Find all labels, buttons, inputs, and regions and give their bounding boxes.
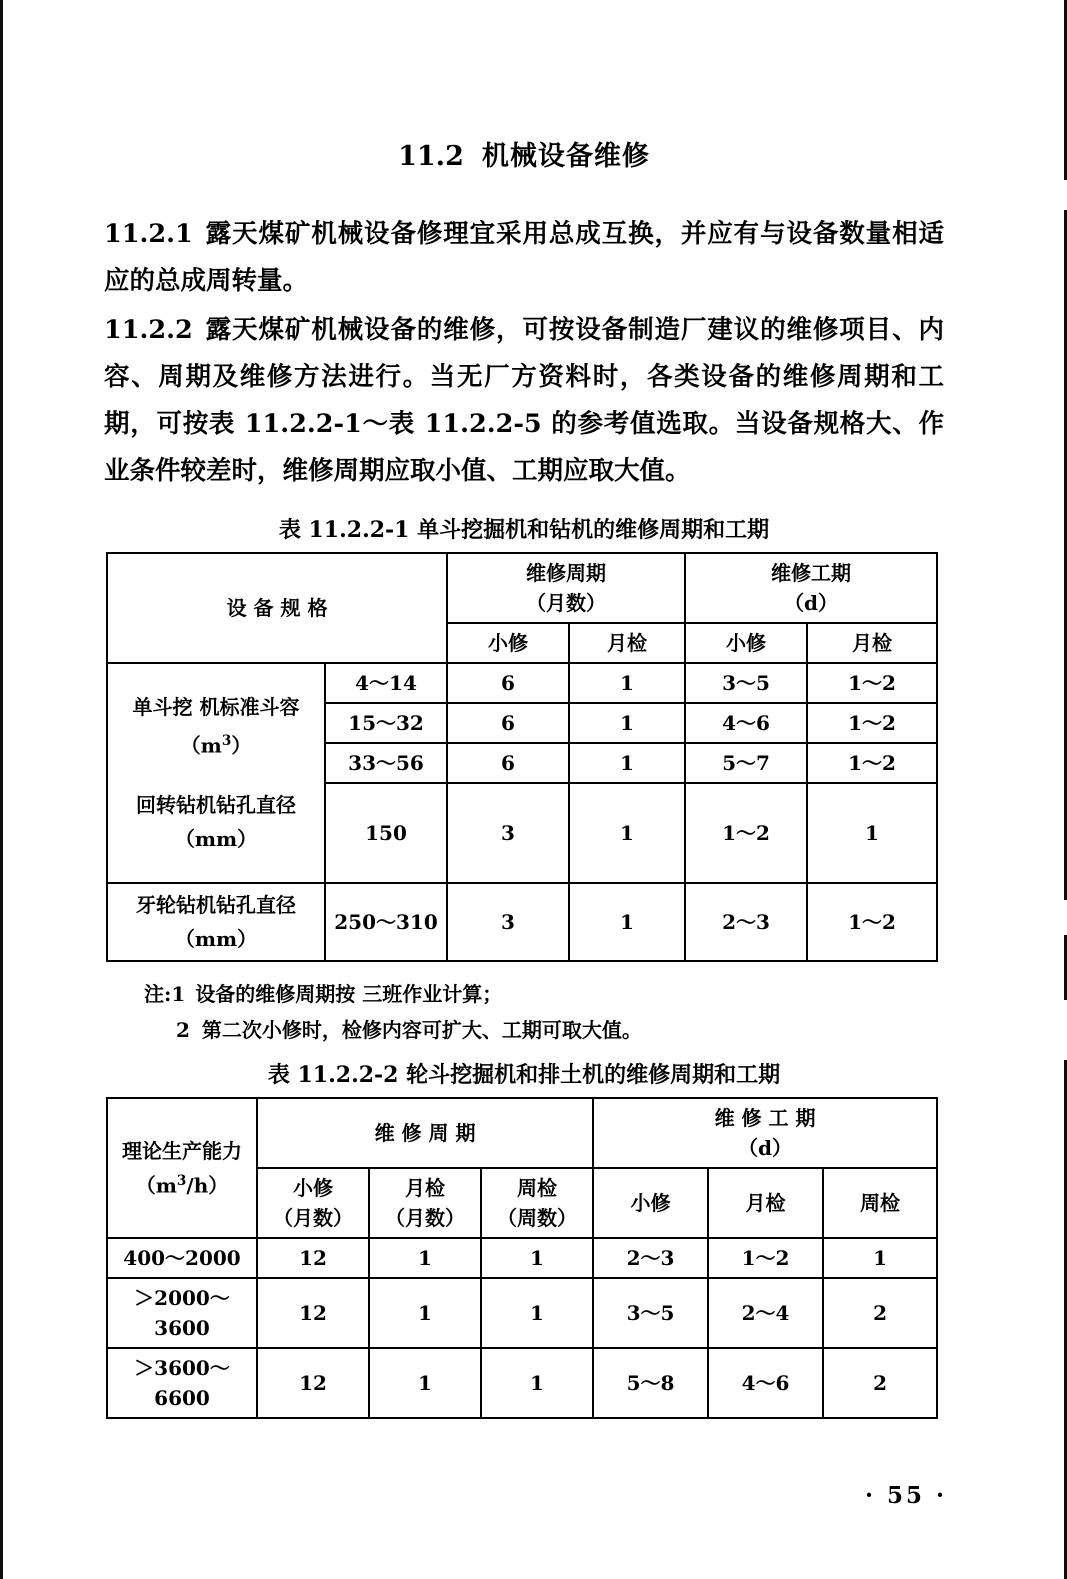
note-index-2: 2 — [176, 1018, 190, 1042]
cell-duration-minor: 1～2 — [685, 783, 807, 883]
cell-cycle-minor: 3 — [447, 783, 569, 883]
cell-duration-minor: 5～7 — [685, 743, 807, 783]
header-cycle-group: 维 修 周 期 — [257, 1098, 593, 1168]
cell-spec: 15～32 — [325, 703, 447, 743]
cell-duration-minor: 2～3 — [593, 1238, 708, 1278]
group-label-unit: $(m^3)$ — [180, 732, 252, 758]
header-duration-group — [685, 553, 937, 623]
cell-duration-monthly: 1～2 — [807, 663, 937, 703]
group-label-unit: （mm） — [174, 927, 258, 951]
header-cycle-group-title: 维修周期 — [526, 561, 607, 585]
cell-duration-weekly: 1 — [823, 1238, 937, 1278]
clause-text: 露天煤矿机械设备修理宜采用总成互换，并应有与设备数量相适应的总成周转量。 — [104, 219, 944, 296]
cell-duration-monthly: 1～2 — [807, 883, 937, 961]
table-row — [107, 1238, 937, 1278]
note-text-2: 第二次小修时，检修内容可扩大、工期可取大值。 — [201, 1018, 642, 1042]
cell-cycle-monthly: 1 — [569, 663, 685, 703]
clause-number: 11.2.1 — [104, 219, 193, 249]
table-row — [107, 1348, 937, 1418]
cell-cycle-monthly: 1 — [569, 783, 685, 883]
page-content — [104, 0, 944, 1419]
page-title — [104, 0, 944, 173]
cell-cycle-minor: 12 — [257, 1278, 369, 1348]
cell-cycle-monthly: 1 — [369, 1348, 481, 1418]
header-duration-group-title: 维修工期 — [771, 561, 852, 585]
cell-cycle-monthly: 1 — [569, 703, 685, 743]
note-text-1: 设备的维修周期按 三班作业计算； — [195, 982, 503, 1006]
cell-cycle-weekly: 1 — [481, 1238, 593, 1278]
header-cycle-weekly-unit: （周数） — [497, 1206, 577, 1230]
cell-duration-minor: 4～6 — [685, 703, 807, 743]
table-1-caption: 表 11.2.2-1 单斗挖掘机和钻机的维修周期和工期 — [278, 517, 770, 543]
header-duration-minor: 小修 — [685, 623, 807, 663]
cell-cycle-minor: 6 — [447, 663, 569, 703]
cell-spec: 150 — [325, 783, 447, 883]
header-duration-monthly: 月检 — [807, 623, 937, 663]
cell-spec: 250～310 — [325, 883, 447, 961]
cell-duration-minor: 3～5 — [593, 1278, 708, 1348]
header-duration-monthly: 月检 — [708, 1168, 823, 1238]
header-duration-minor: 小修 — [593, 1168, 708, 1238]
header-cycle-group — [447, 553, 685, 623]
clause-text: 露天煤矿机械设备的维修，可按设备制造厂建议的维修项目、内容、周期及维修方法进行。当无厂方资料时，各类设备的维修周期和工期，可按表 11.2.2-1～表 11.2.2-5 的参考值选取。当设备规格大、作业条件较差时，维修周期应取小值、工期应取大值。 — [104, 315, 944, 486]
cell-duration-weekly: 2 — [823, 1278, 937, 1348]
cell-capacity: ＞2000～3600 — [107, 1278, 257, 1348]
header-cycle-monthly-unit: （月数） — [385, 1206, 465, 1230]
cell-capacity: 400～2000 — [107, 1238, 257, 1278]
row-group-label-shovel-drill — [107, 663, 325, 883]
note-label: 注:1 — [144, 982, 186, 1006]
cell-cycle-monthly: 1 — [569, 883, 685, 961]
group-label-line1: 单斗挖 机标准斗容 — [132, 694, 300, 719]
cell-duration-minor: 5～8 — [593, 1348, 708, 1418]
cell-cycle-monthly: 1 — [369, 1238, 481, 1278]
cell-duration-minor: 3～5 — [685, 663, 807, 703]
header-capacity-unit: $(m^3/h)$ — [135, 1172, 229, 1198]
section-number: 11.2 — [398, 141, 464, 172]
page-number: · 55 · — [864, 1482, 947, 1509]
cell-cycle-minor: 6 — [447, 703, 569, 743]
cell-cycle-weekly: 1 — [481, 1278, 593, 1348]
table-row — [107, 663, 937, 703]
clause-11-2-1 — [104, 211, 944, 305]
header-capacity — [107, 1098, 257, 1238]
note-line-2 — [104, 1012, 944, 1048]
cell-duration-monthly: 4～6 — [708, 1348, 823, 1418]
cell-cycle-minor: 12 — [257, 1348, 369, 1418]
table-2-caption: 表 11.2.2-2 轮斗挖掘机和排土机的维修周期和工期 — [267, 1062, 781, 1088]
scan-edge-left — [0, 0, 3, 1579]
cell-cycle-weekly: 1 — [481, 1348, 593, 1418]
header-capacity-title: 理论生产能力 — [122, 1138, 242, 1163]
cell-capacity: ＞3600～6600 — [107, 1348, 257, 1418]
row-group-label-rotary-drill — [107, 883, 325, 961]
header-duration-weekly: 周检 — [823, 1168, 937, 1238]
table-row — [107, 1278, 937, 1348]
table-row-header-group — [107, 1098, 937, 1168]
group-label-line1: 牙轮钻机钻孔直径 — [136, 893, 296, 917]
group-label-unit2: （mm） — [174, 827, 258, 852]
table-1-notes — [104, 976, 944, 1048]
cell-duration-monthly: 1～2 — [708, 1238, 823, 1278]
cell-cycle-monthly: 1 — [569, 743, 685, 783]
cell-cycle-minor: 6 — [447, 743, 569, 783]
table-maintenance-shovel-drill — [106, 552, 938, 962]
header-cycle-monthly: 月检 — [569, 623, 685, 663]
cell-duration-monthly: 1 — [807, 783, 937, 883]
header-cycle-weekly — [481, 1168, 593, 1238]
cell-duration-monthly: 1～2 — [807, 743, 937, 783]
note-line-1 — [104, 976, 944, 1012]
cell-cycle-monthly: 1 — [369, 1278, 481, 1348]
header-duration-group-title: 维 修 工 期 — [714, 1106, 816, 1130]
cell-duration-monthly: 1～2 — [807, 703, 937, 743]
header-cycle-minor-title: 小修 — [293, 1176, 333, 1200]
cell-duration-minor: 2～3 — [685, 883, 807, 961]
header-cycle-monthly-title: 月检 — [405, 1176, 445, 1200]
header-duration-group-unit: （d） — [738, 1136, 793, 1160]
group-label-spacer — [110, 762, 322, 788]
table-row-header-group — [107, 553, 937, 623]
clause-number: 11.2.2 — [104, 315, 193, 345]
clause-11-2-2 — [104, 307, 944, 495]
section-title-text: 机械设备维修 — [481, 141, 650, 172]
header-cycle-minor — [257, 1168, 369, 1238]
cell-duration-monthly: 2～4 — [708, 1278, 823, 1348]
cell-spec: 4～14 — [325, 663, 447, 703]
header-duration-group-unit: （d） — [784, 591, 838, 615]
table-maintenance-bucketwheel-spreader — [106, 1097, 938, 1419]
cell-cycle-minor: 12 — [257, 1238, 369, 1278]
header-cycle-minor: 小修 — [447, 623, 569, 663]
cell-cycle-minor: 3 — [447, 883, 569, 961]
header-spec: 设 备 规 格 — [107, 553, 447, 663]
header-cycle-weekly-title: 周检 — [517, 1176, 557, 1200]
header-duration-group — [593, 1098, 937, 1168]
group-label-line2: 回转钻机钻孔直径 — [136, 793, 296, 818]
cell-duration-weekly: 2 — [823, 1348, 937, 1418]
table-row — [107, 883, 937, 961]
header-cycle-group-unit: （月数） — [526, 591, 607, 615]
header-cycle-minor-unit: （月数） — [273, 1206, 353, 1230]
cell-spec: 33～56 — [325, 743, 447, 783]
header-cycle-monthly — [369, 1168, 481, 1238]
